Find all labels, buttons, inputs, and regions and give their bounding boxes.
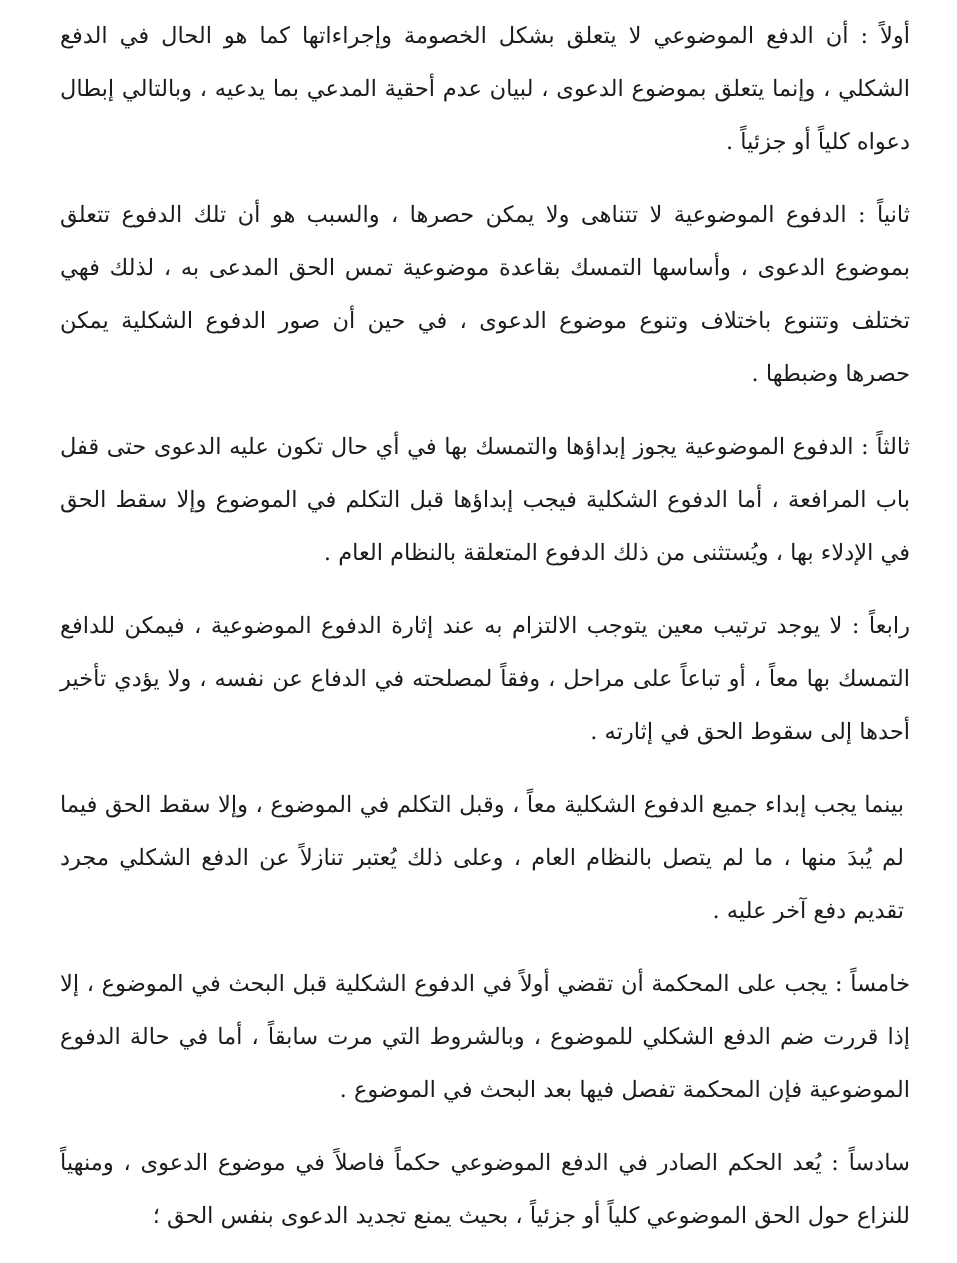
paragraph-label: رابعاً : [851,613,910,639]
paragraph-text: يجب على المحكمة أن تقضي أولاً في الدفوع الشكلية قبل البحث في الموضوع ، إلا إذا قررت ضم الدفع الشكلي للموضوع ، وبالشروط التي مرت سابقاً ، أما في حالة الدفوع الموضوعية فإن المحكمة تفصل فيها بعد البحث في الموضوع . [60,971,910,1103]
paragraph-text: لا يوجد ترتيب معين يتوجب الالتزام به عند إثارة الدفوع الموضوعية ، فيمكن للدافع التمسك بها معاً ، أو تباعاً على مراحل ، وفقاً لمصلحته في الدفاع عن نفسه ، ولا يؤدي تأخير أحدها إلى سقوط الحق في إثارته . [60,613,910,745]
document-page [60,10,910,1263]
paragraph-sixth [60,1137,910,1243]
paragraph-text: الدفوع الموضوعية يجوز إبداؤها والتمسك بها في أي حال تكون عليه الدعوى حتى قفل باب المرافعة ، أما الدفوع الشكلية فيجب إبداؤها قبل التكلم في الموضوع وإلا سقط الحق في الإدلاء بها ، ويُستثنى من ذلك الدفوع المتعلقة بالنظام العام . [60,434,910,566]
paragraph-text: أن الدفع الموضوعي لا يتعلق بشكل الخصومة وإجراءاتها كما هو الحال في الدفع الشكلي ، وإنما يتعلق بموضوع الدعوى ، لبيان عدم أحقية المدعي بما يدعيه ، وبالتالي إبطال دعواه كلياً أو جزئياً . [60,23,910,155]
paragraph-label: ثانياً : [858,202,911,228]
paragraph-first [60,10,910,169]
paragraph-text: بينما يجب إبداء جميع الدفوع الشكلية معاً ، وقبل التكلم في الموضوع ، وإلا سقط الحق فيما لم يُبدَ منها ، ما لم يتصل بالنظام العام ، وعلى ذلك يُعتبر تنازلاً عن الدفع الشكلي مجرد تقديم دفع آخر عليه . [60,792,904,924]
paragraph-fourth-continued [60,779,910,938]
paragraph-fourth [60,600,910,759]
paragraph-third [60,421,910,580]
paragraph-second [60,189,910,401]
paragraph-text: الدفوع الموضوعية لا تتناهى ولا يمكن حصرها ، والسبب هو أن تلك الدفوع تتعلق بموضوع الدعوى ، وأساسها التمسك بقاعدة موضوعية تمس الحق المدعى به ، لذلك فهي تختلف وتتنوع باختلاف وتنوع موضوع الدعوى ، في حين أن صور الدفوع الشكلية يمكن حصرها وضبطها . [60,202,910,387]
paragraph-label: أولاً : [860,23,911,49]
paragraph-fifth [60,958,910,1117]
paragraph-label: سادساً : [831,1150,911,1176]
paragraph-label: خامساً : [835,971,910,997]
paragraph-label: ثالثاً : [861,434,910,460]
paragraph-text: يُعد الحكم الصادر في الدفع الموضوعي حكماً فاصلاً في موضوع الدعوى ، ومنهياً للنزاع حول الحق الموضوعي كلياً أو جزئياً ، بحيث يمنع تجديد الدعوى بنفس الحق ؛ [60,1150,910,1229]
